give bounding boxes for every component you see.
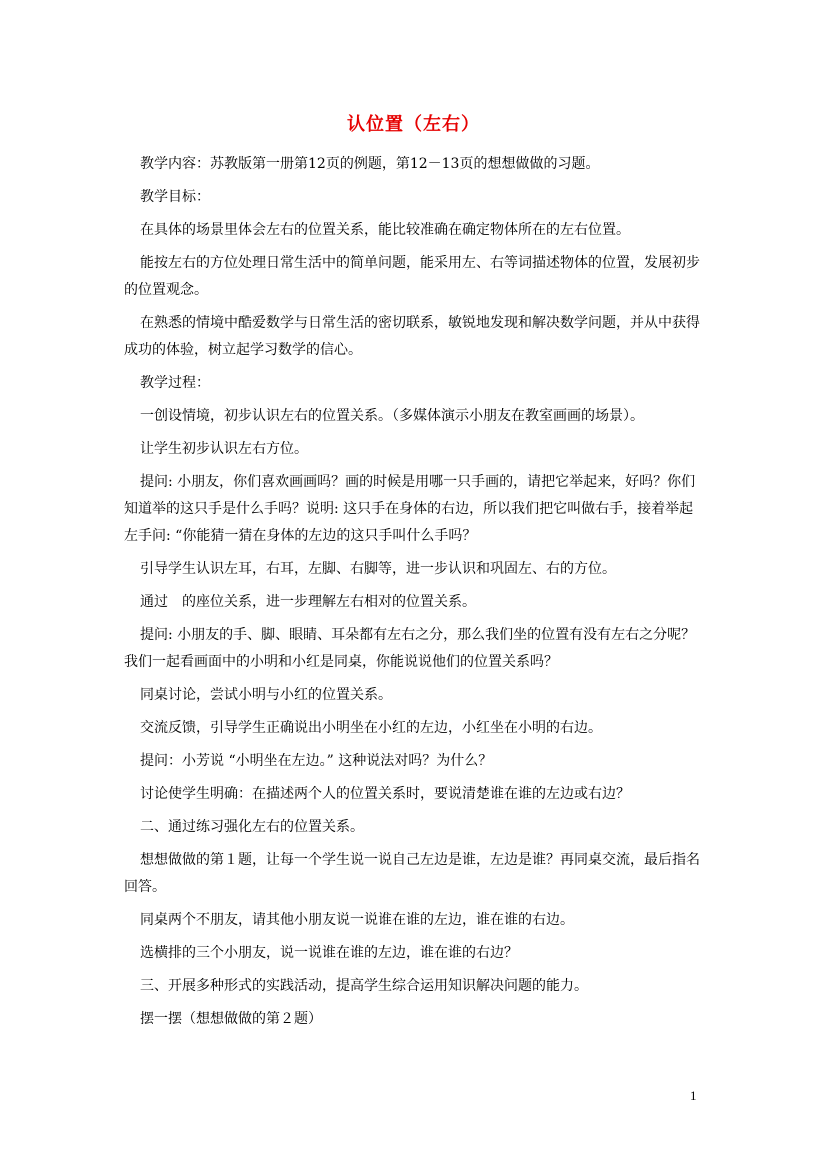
paragraph: 摆一摆（想想做做的第２题） bbox=[140, 1011, 322, 1027]
document-title: 认位置（左右） bbox=[347, 114, 480, 135]
paragraph: 在具体的场景里体会左右的位置关系，能比较准确在确定物体所在的左右位置。 bbox=[140, 222, 630, 238]
paragraph: 选横排的三个小朋友，说一说谁在谁的左边，谁在谁的右边？ bbox=[140, 945, 518, 961]
paragraph: 在熟悉的情境中酷爱数学与日常生活的密切联系，敏锐地发现和解决数学问题，并从中获得成功的体验，树立起学习数学的信心。 bbox=[124, 315, 700, 358]
paragraph: 二、通过练习强化左右的位置关系。 bbox=[140, 819, 364, 835]
paragraph: 想想做做的第１题，让每一个学生说一说自己左边是谁，左边是谁？再同桌交流，最后指名回答。 bbox=[124, 852, 700, 895]
paragraph: 让学生初步认识左右方位。 bbox=[140, 441, 308, 457]
paragraph: 同桌两个不朋友，请其他小朋友说一说谁在谁的左边，谁在谁的右边。 bbox=[140, 912, 574, 928]
paragraph: 提问: 小朋友，你们喜欢画画吗？画的时候是用哪一只手画的，请把它举起来，好吗？你们知道举的这只手是什么手吗？说明: 这只手在身体的右边，所以我们把它叫做右手，接着举起左手问: “你能猜一猜在身体的左边的这只手叫什么手吗？ bbox=[124, 474, 696, 544]
paragraph: 引导学生认识左耳，右耳，左脚、右脚等，进一步认识和巩固左、右的方位。 bbox=[140, 561, 616, 577]
page-number: 1 bbox=[690, 1088, 697, 1103]
paragraph: 通过 的座位关系，进一步理解左右相对的位置关系。 bbox=[140, 594, 476, 610]
document-body bbox=[124, 151, 704, 1039]
paragraph: 教学内容：苏教版第一册第12页的例题，第12－13页的想想做做的习题。 bbox=[140, 156, 600, 172]
paragraph: 同桌讨论，尝试小明与小红的位置关系。 bbox=[140, 687, 392, 703]
paragraph: 三、开展多种形式的实践活动，提高学生综合运用知识解决问题的能力。 bbox=[140, 978, 588, 994]
paragraph: 教学过程： bbox=[140, 375, 210, 391]
paragraph: 提问：小芳说 “小明坐在左边。” 这种说法对吗？为什么？ bbox=[140, 753, 493, 769]
paragraph: 能按左右的方位处理日常生活中的简单问题，能采用左、右等词描述物体的位置，发展初步的位置观念。 bbox=[124, 255, 700, 298]
paragraph: 一创设情境，初步认识左右的位置关系。（多媒体演示小朋友在教室画画的场景）。 bbox=[140, 408, 644, 424]
paragraph: 提问: 小朋友的手、脚、眼睛、耳朵都有左右之分，那么我们坐的位置有没有左右之分呢？我们一起看画面中的小明和小红是同桌，你能说说他们的位置关系吗？ bbox=[124, 627, 696, 670]
paragraph: 讨论使学生明确：在描述两个人的位置关系时，要说清楚谁在谁的左边或右边？ bbox=[140, 786, 630, 802]
paragraph: 教学目标： bbox=[140, 189, 210, 205]
paragraph: 交流反馈，引导学生正确说出小明坐在小红的左边，小红坐在小明的右边。 bbox=[140, 720, 602, 736]
